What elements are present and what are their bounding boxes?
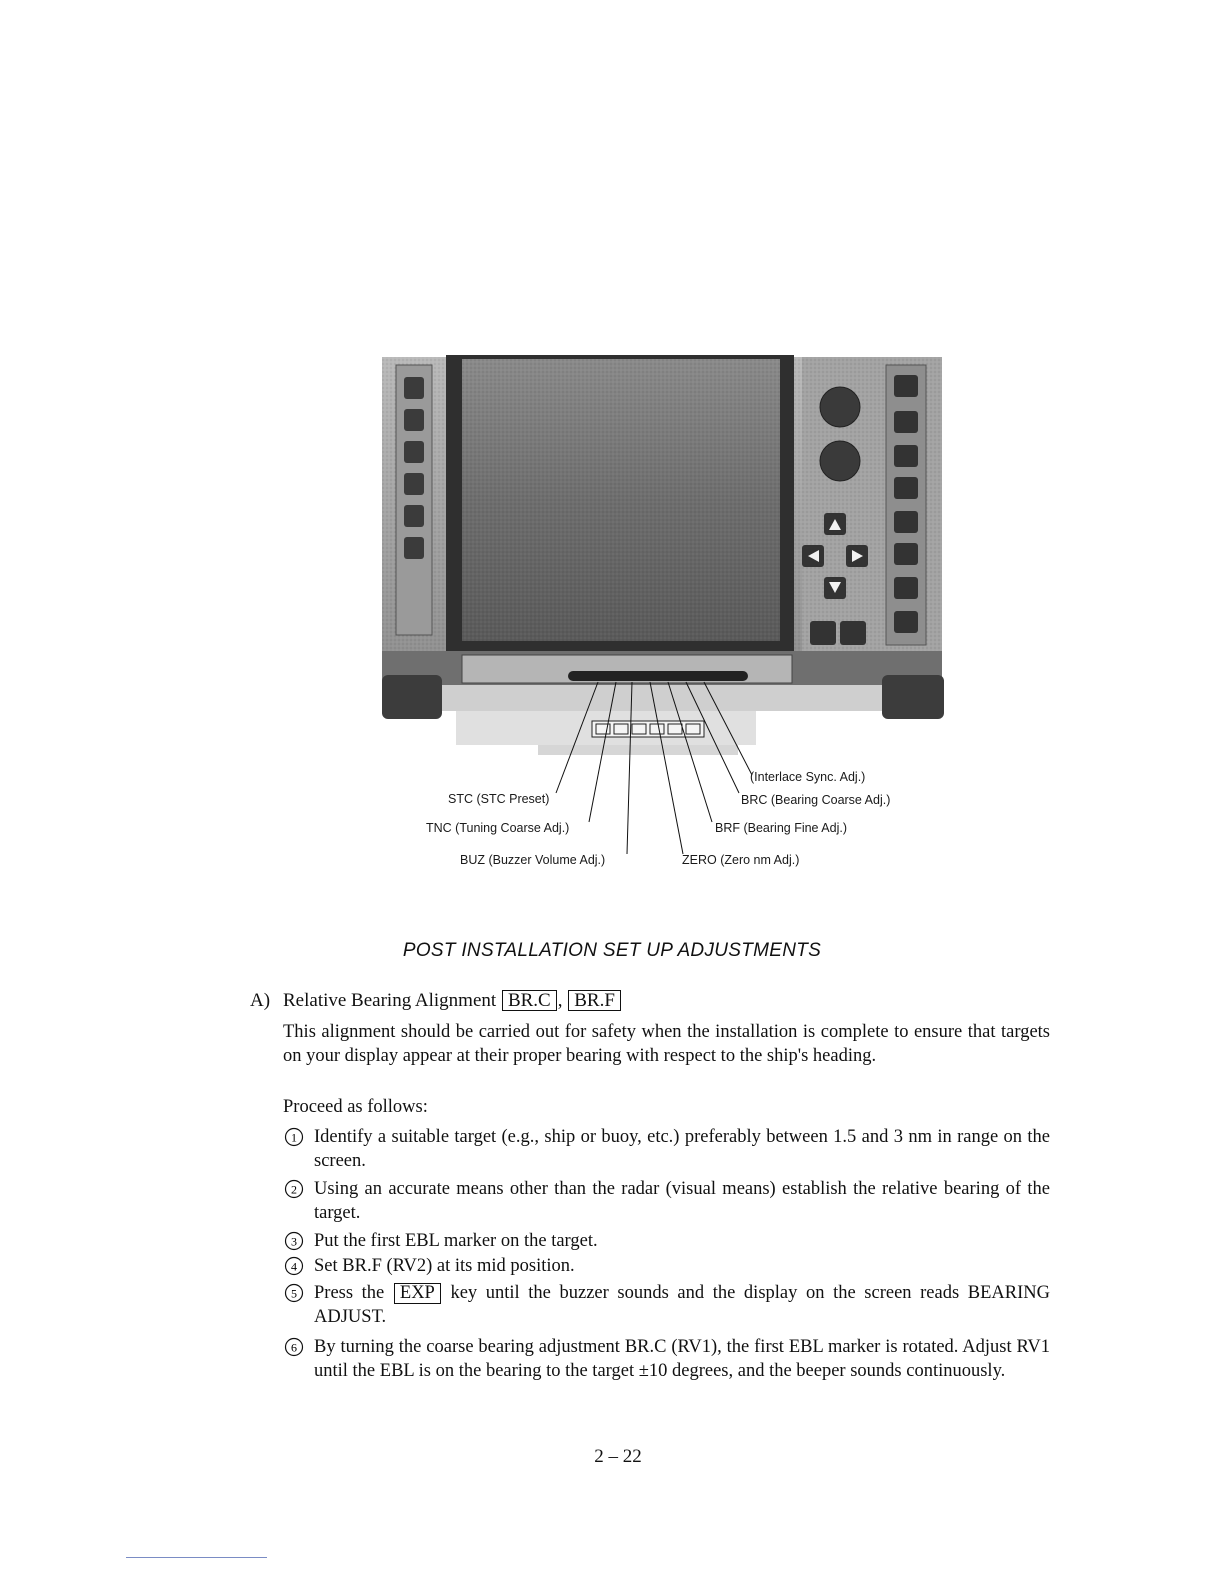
callout-tnc: TNC (Tuning Coarse Adj.)	[426, 821, 570, 835]
callout-buz: BUZ (Buzzer Volume Adj.)	[460, 853, 606, 867]
step-4	[283, 1254, 1050, 1278]
proceed-text: Proceed as follows:	[283, 1097, 428, 1117]
footnote-rule	[126, 1557, 267, 1558]
step-5-text	[314, 1281, 1050, 1329]
key-brf: BR.F	[568, 990, 621, 1011]
svg-text:5: 5	[291, 1286, 297, 1301]
circled-number-5	[283, 1281, 305, 1303]
callout-zero: ZERO (Zero nm Adj.)	[682, 853, 800, 867]
page-number: 2 – 22	[594, 1446, 642, 1467]
step-3-text: Put the first EBL marker on the target.	[314, 1231, 598, 1251]
step-1	[283, 1125, 1050, 1173]
svg-text:3: 3	[291, 1234, 297, 1249]
circled-number-4	[283, 1254, 305, 1276]
section-heading: POST INSTALLATION SET UP ADJUSTMENTS	[402, 940, 822, 961]
intro-paragraph: This alignment should be carried out for safety when the installation is complete to ensure that targets on your display appear at their proper bearing with respect to the ship's heading.	[283, 1022, 1050, 1066]
step-6	[283, 1335, 1050, 1383]
section-title: A) Relative Bearing Alignment BR.C , BR.F	[250, 990, 622, 1012]
circled-number-6	[283, 1335, 305, 1357]
circled-number-1	[283, 1125, 305, 1147]
step-2-text: Using an accurate means other than the radar (visual means) establish the relative bearing of the target.	[314, 1179, 1050, 1223]
key-brc: BR.C	[502, 990, 557, 1011]
step-5	[283, 1281, 1050, 1329]
callout-brf: BRF (Bearing Fine Adj.)	[715, 821, 847, 835]
section-title-text: Relative Bearing Alignment	[283, 990, 497, 1011]
step-3	[283, 1229, 1050, 1253]
step-5-post: key until the buzzer sounds and the display on the screen reads BEARING ADJUST.	[314, 1283, 1051, 1327]
callout-stc: STC (STC Preset)	[448, 792, 550, 806]
callout-interlace-sync: (Interlace Sync. Adj.)	[750, 770, 866, 784]
svg-text:6: 6	[291, 1340, 297, 1355]
callout-brc: BRC (Bearing Coarse Adj.)	[741, 793, 891, 807]
circled-number-2	[283, 1177, 305, 1199]
section-label: A)	[250, 990, 271, 1011]
circled-number-3	[283, 1229, 305, 1251]
svg-text:4: 4	[291, 1259, 297, 1274]
step-1-text: Identify a suitable target (e.g., ship or buoy, etc.) preferably between 1.5 and 3 nm in range on the screen.	[314, 1127, 1050, 1171]
key-exp: EXP	[394, 1283, 441, 1304]
step-5-pre: Press the	[314, 1283, 385, 1303]
svg-text:1: 1	[291, 1130, 297, 1145]
svg-text:2: 2	[291, 1182, 297, 1197]
step-4-text: Set BR.F (RV2) at its mid position.	[314, 1256, 575, 1276]
radar-display-photo	[378, 355, 948, 780]
step-6-text: By turning the coarse bearing adjustment BR.C (RV1), the first EBL marker is rotated. Adjust RV1 until the EBL is on the bearing to the target ±10 degrees, and the beeper sounds continuously.	[314, 1337, 1050, 1381]
step-2	[283, 1177, 1050, 1225]
